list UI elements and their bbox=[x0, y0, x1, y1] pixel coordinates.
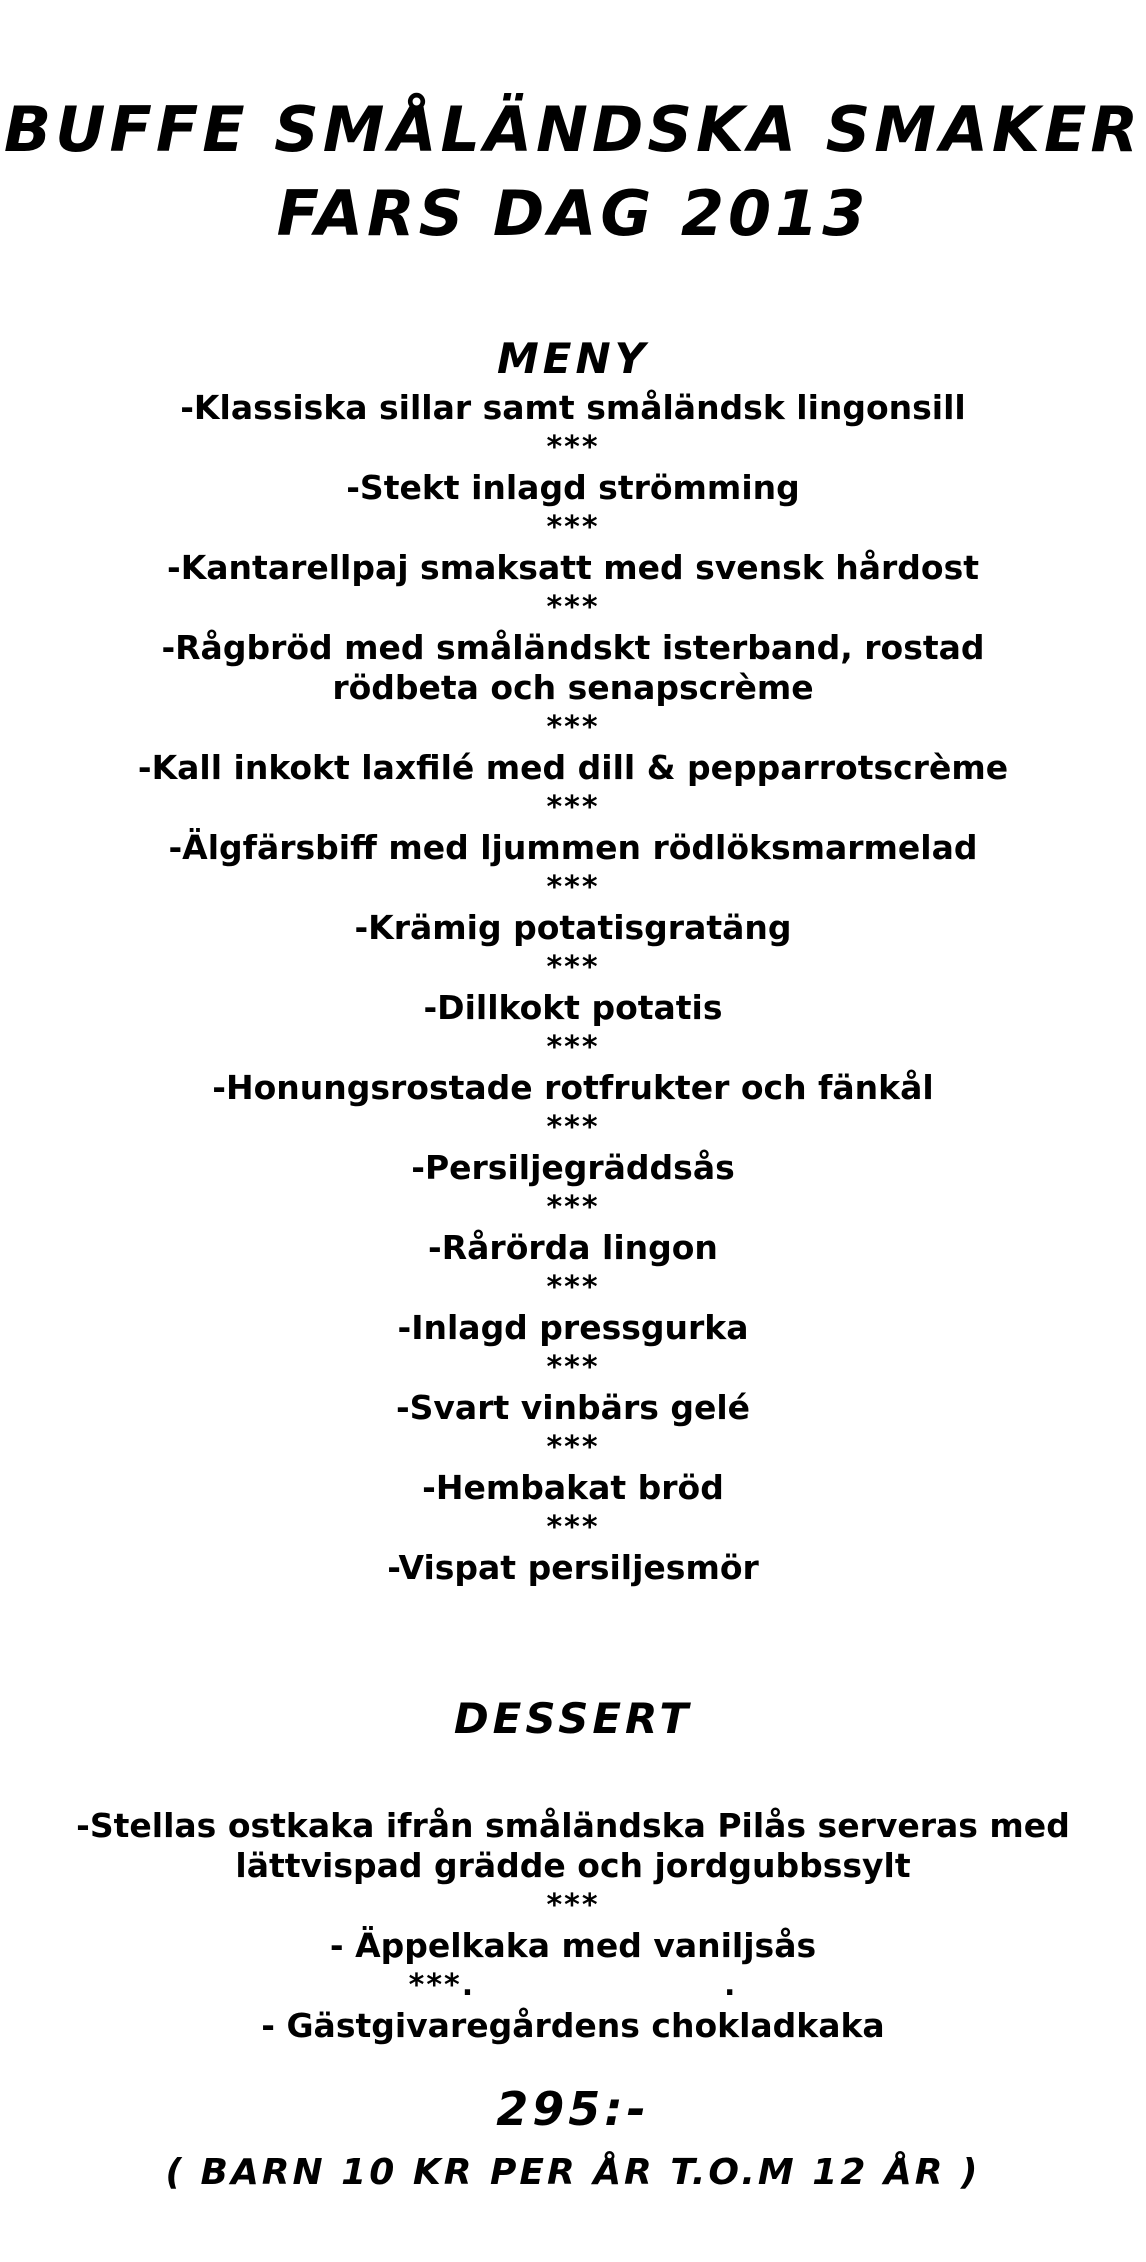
menu-item: -Vispat persiljesmör bbox=[387, 1548, 759, 1587]
menu-list bbox=[0, 388, 1146, 1588]
separator: *** bbox=[546, 1430, 600, 1465]
menu-item: -Rårörda lingon bbox=[428, 1228, 718, 1267]
separator: *** bbox=[546, 710, 600, 745]
menu-item: -Hembakat bröd bbox=[422, 1468, 724, 1507]
separator: *** bbox=[546, 590, 600, 625]
menu-item: -Kall inkokt laxfilé med dill & pepparrotscrème bbox=[137, 748, 1009, 787]
separator: *** bbox=[546, 1350, 600, 1385]
separator: *** bbox=[546, 1190, 600, 1225]
menu-item: -Svart vinbärs gelé bbox=[395, 1388, 751, 1427]
separator: *** bbox=[546, 510, 600, 545]
title-line-2: FARS DAG 2013 bbox=[276, 177, 870, 250]
separator: *** bbox=[546, 1030, 600, 1065]
menu-item: -Stekt inlagd strömming bbox=[346, 468, 800, 507]
separator: ***. . bbox=[408, 1968, 738, 2003]
menu-item: -Honungsrostade rotfrukter och fänkål bbox=[212, 1068, 934, 1107]
menu-item: rödbeta och senapscrème bbox=[332, 668, 814, 707]
menu-item: -Älgfärsbiff med ljummen rödlöksmarmelad bbox=[168, 828, 978, 867]
menu-item: -Klassiska sillar samt småländsk lingonsill bbox=[180, 388, 966, 427]
price: 295:- bbox=[496, 2082, 650, 2136]
dessert-item: - Gästgivaregårdens chokladkaka bbox=[261, 2006, 885, 2045]
menu-heading: MENY bbox=[496, 334, 650, 383]
menu-item: -Inlagd pressgurka bbox=[397, 1308, 749, 1347]
separator: *** bbox=[546, 790, 600, 825]
dessert-item: -Stellas ostkaka ifrån småländska Pilås serveras med bbox=[76, 1806, 1070, 1845]
separator: *** bbox=[546, 430, 600, 465]
separator: *** bbox=[546, 1270, 600, 1305]
title-line-1: BUFFE SMÅLÄNDSKA SMAKER bbox=[3, 93, 1143, 166]
children-price-note: ( BARN 10 KR PER ÅR T.O.M 12 ÅR ) bbox=[165, 2152, 981, 2193]
separator: *** bbox=[546, 1510, 600, 1545]
separator: *** bbox=[546, 870, 600, 905]
separator: *** bbox=[546, 950, 600, 985]
separator: *** bbox=[546, 1110, 600, 1145]
menu-item: -Dillkokt potatis bbox=[423, 988, 723, 1027]
dessert-heading: DESSERT bbox=[453, 1694, 693, 1743]
menu-item: -Rågbröd med småländskt isterband, rostad bbox=[161, 628, 985, 667]
menu-item: -Krämig potatisgratäng bbox=[354, 908, 792, 947]
dessert-item: - Äppelkaka med vaniljsås bbox=[329, 1926, 817, 1965]
separator: *** bbox=[546, 1888, 600, 1923]
menu-item: -Persiljegräddsås bbox=[411, 1148, 735, 1187]
menu-title bbox=[0, 88, 1146, 256]
dessert-list bbox=[0, 1806, 1146, 2046]
menu-item: -Kantarellpaj smaksatt med svensk hårdost bbox=[167, 548, 979, 587]
dessert-item: lättvispad grädde och jordgubbssylt bbox=[235, 1846, 911, 1885]
